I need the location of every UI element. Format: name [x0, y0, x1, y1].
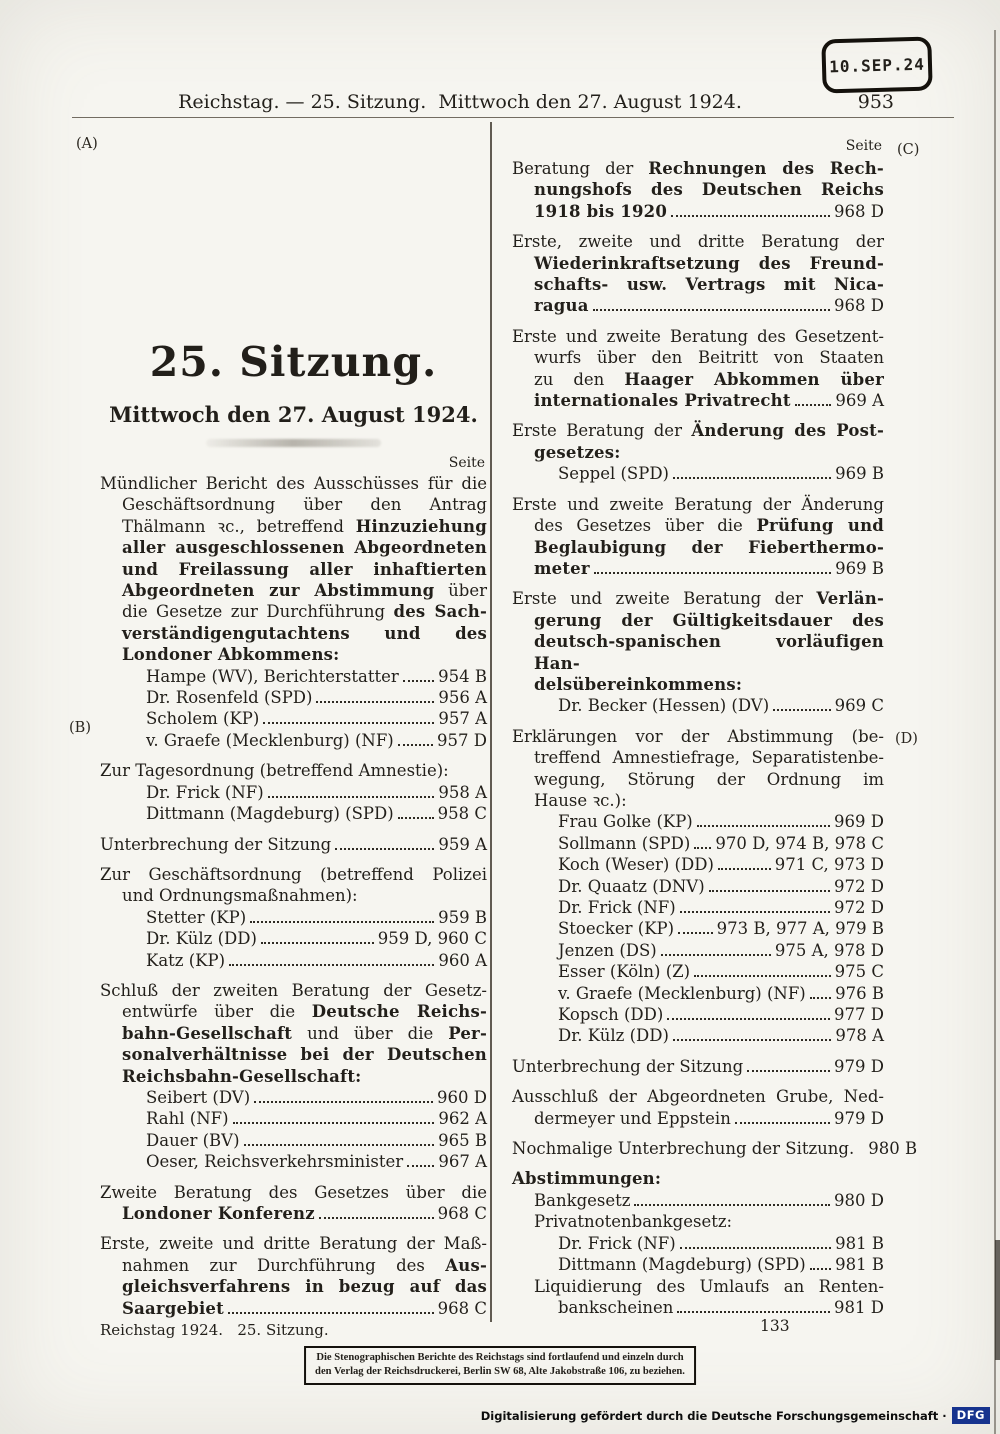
dot-leader — [673, 477, 831, 479]
toc-row — [512, 1138, 918, 1159]
toc-row — [100, 601, 487, 622]
toc-row-text: aller ausgeschlossenen Abgeordneten — [122, 538, 487, 558]
toc-row-text: Beglaubigung der Fieberthermo- — [534, 537, 884, 557]
dot-leader — [316, 701, 434, 703]
toc-row-text: Esser (Köln) (Z) — [558, 962, 691, 982]
toc-row — [100, 950, 487, 971]
page-ref: 957 A — [438, 709, 487, 729]
toc-row — [512, 1233, 884, 1254]
page-ref: 980 B — [868, 1139, 918, 1159]
page-ref: 979 D — [834, 1056, 884, 1076]
page-ref: 967 A — [438, 1152, 487, 1172]
page-ref: 969 B — [835, 558, 884, 578]
toc-row — [512, 1108, 884, 1129]
toc-row — [512, 726, 884, 747]
toc-row — [100, 687, 487, 708]
running-head: Reichstag. — 25. Sitzung. Mittwoch den 27. August 1924. — [178, 91, 742, 113]
dot-leader — [697, 825, 830, 827]
toc-row — [100, 1066, 487, 1087]
dot-leader — [263, 722, 434, 724]
toc-row-text: Dr. Frick (NF) — [146, 782, 264, 802]
margin-mark-a: (A) — [76, 136, 98, 152]
toc-row — [100, 834, 487, 855]
toc-row-text: delsübereinkommens: — [534, 674, 743, 694]
dot-leader — [229, 964, 434, 966]
page-ref: 959 A — [438, 834, 487, 854]
toc-row — [512, 347, 884, 368]
toc-row — [100, 1298, 487, 1319]
toc-row-text: Zur Tagesordnung (betreffend Amnestie): — [100, 761, 449, 781]
toc-row-text: Bankgesetz — [534, 1190, 631, 1210]
toc-row — [100, 1087, 487, 1108]
dot-leader — [671, 215, 830, 217]
toc-row — [512, 1168, 884, 1189]
toc-row — [512, 179, 884, 200]
toc-row-text: Katz (KP) — [146, 950, 226, 970]
dot-leader — [398, 744, 433, 746]
page-ref: 962 A — [438, 1109, 487, 1129]
toc-row-text: wurfs über den Beitritt von Staaten — [534, 348, 884, 368]
dot-leader — [735, 1122, 830, 1124]
page-ref: 968 D — [834, 296, 884, 316]
publisher-notice-line1: Die Stenographischen Berichte des Reichstags sind fortlaufend und einzeln durch — [316, 1352, 684, 1363]
toc-row-text: des Gesetzes über die Prüfung und — [534, 516, 885, 536]
page-ref: 972 D — [834, 898, 884, 917]
toc-row-text: Erklärungen vor der Abstimmung (be- — [512, 726, 884, 746]
toc-row — [100, 644, 487, 665]
toc-row — [100, 1001, 487, 1022]
toc-row — [512, 442, 884, 463]
toc-row — [100, 980, 487, 1001]
toc-row-text: Erste, zweite und dritte Beratung der — [512, 232, 884, 252]
toc-row-text: Dittmann (Magdeburg) (SPD) — [558, 1255, 806, 1275]
margin-mark-d: (D) — [895, 731, 918, 747]
toc-row-text: Dauer (BV) — [146, 1130, 240, 1150]
toc-row-text: treffend Amnestiefrage, Separatistenbe- — [534, 748, 884, 768]
toc-row-text: Seppel (SPD) — [558, 464, 669, 484]
page-ref: 969 D — [834, 812, 884, 832]
toc-row-text: nahmen zur Durchführung des Aus- — [122, 1255, 487, 1275]
toc-row — [100, 1023, 487, 1044]
toc-row — [512, 1056, 884, 1077]
toc-row-text: Hampe (WV), Berichterstatter — [146, 666, 399, 686]
toc-row-text: Stoecker (KP) — [558, 919, 675, 939]
toc-row-text: Abgeordneten zur Abstimmung über — [122, 581, 487, 601]
toc-row — [100, 1203, 487, 1224]
toc-row — [512, 1190, 884, 1211]
dot-leader — [250, 921, 434, 923]
toc-row-text: deutsch-spanischen vorläufigen Han- — [534, 632, 884, 673]
toc-row — [512, 253, 884, 274]
toc-row — [512, 201, 884, 222]
header-rule — [72, 117, 954, 118]
toc-row-text: Privatnotenbankgesetz: — [534, 1212, 733, 1232]
toc-row — [100, 782, 487, 803]
toc-row-text: Dr. Frick (NF) — [558, 1233, 676, 1253]
toc-row — [512, 897, 884, 918]
toc-row-text: Dr. Frick (NF) — [558, 898, 676, 917]
toc-row-text: Schluß der zweiten Beratung der Gesetz- — [100, 980, 487, 1000]
toc-row-text: v. Graefe (Mecklenburg) (NF) — [558, 983, 806, 1003]
toc-row-text: gesetzes: — [534, 442, 621, 462]
dot-leader — [593, 309, 830, 311]
toc-row — [512, 940, 884, 961]
digitization-credit — [481, 1407, 990, 1424]
dot-leader — [718, 868, 771, 870]
page-ref: 979 D — [834, 1108, 884, 1128]
dot-leader — [244, 1144, 435, 1146]
toc-row-text: Liquidierung des Umlaufs an Renten- — [534, 1276, 884, 1296]
toc-row — [100, 494, 487, 515]
toc-row — [512, 326, 884, 347]
dot-leader — [594, 572, 831, 574]
toc-row-text: Frau Golke (KP) — [558, 812, 693, 832]
toc-row-text: und Freilassung aller inhaftierten — [122, 559, 487, 579]
page-ref: 971 C, 973 D — [774, 855, 884, 875]
toc-row — [512, 918, 884, 939]
publisher-notice — [304, 1346, 696, 1385]
page-ref: 969 A — [835, 391, 884, 411]
toc-row — [100, 730, 487, 751]
seite-label-left: Seite — [448, 455, 485, 471]
dot-leader — [673, 1039, 831, 1041]
page-ref: 959 B — [438, 907, 487, 927]
dot-leader — [680, 1247, 831, 1249]
right-column — [512, 138, 918, 1318]
dot-leader — [228, 1312, 434, 1314]
toc-row — [100, 907, 487, 928]
page-ref: 973 B, 977 A, 979 B — [716, 919, 884, 939]
page-ref: 972 D — [834, 876, 884, 896]
toc-row — [512, 1254, 884, 1275]
dfg-logo: DFG — [952, 1407, 990, 1424]
toc-row — [512, 558, 884, 579]
page-ref: 981 D — [834, 1297, 884, 1317]
dot-leader — [407, 1165, 434, 1167]
toc-row — [512, 1276, 884, 1297]
toc-row — [512, 631, 884, 674]
toc-right — [512, 158, 918, 1318]
dot-leader — [661, 954, 771, 956]
toc-row-text: Dr. Külz (DD) — [146, 929, 257, 949]
toc-row — [512, 274, 884, 295]
toc-row-text: Mündlicher Bericht des Ausschüsses für die — [100, 474, 487, 493]
toc-row — [100, 885, 487, 906]
dot-leader — [335, 848, 434, 850]
toc-row-text: zu den Haager Abkommen über — [534, 369, 884, 389]
dot-leader — [709, 890, 830, 892]
sheet-number: 133 — [760, 1317, 790, 1335]
toc-row — [512, 463, 884, 484]
page-ref: 956 A — [438, 688, 487, 708]
page-ref: 954 B — [438, 666, 487, 686]
page-ref: 957 D — [437, 730, 487, 750]
page-ref: 981 B — [835, 1233, 884, 1253]
toc-row-text: Erste und zweite Beratung der Änderung — [512, 494, 884, 514]
toc-row-text: Thälmann ꝛc., betreffend Hinzuziehung — [122, 516, 487, 536]
page-ref: 958 A — [438, 782, 487, 802]
toc-row — [512, 610, 884, 631]
toc-row — [512, 790, 884, 811]
toc-row-text: entwürfe über die Deutsche Reichs- — [122, 1002, 487, 1022]
toc-row — [100, 666, 487, 687]
toc-row-text: Saargebiet — [122, 1298, 224, 1318]
toc-row — [512, 1086, 884, 1107]
column-divider — [490, 122, 492, 1322]
dot-leader — [810, 997, 831, 999]
toc-row-text: Scholem (KP) — [146, 709, 260, 729]
toc-row-text: ragua — [534, 296, 589, 316]
toc-row — [512, 390, 884, 411]
dot-leader — [795, 404, 832, 406]
toc-row-text: sonalverhältnisse bei der Deutschen — [122, 1045, 487, 1065]
toc-row — [512, 295, 884, 316]
page-ref: 981 B — [835, 1255, 884, 1275]
margin-mark-b: (B) — [69, 720, 91, 736]
toc-row-text: Zweite Beratung des Gesetzes über die — [100, 1182, 487, 1202]
toc-row — [512, 369, 884, 390]
page-ref: 978 A — [835, 1026, 884, 1046]
toc-row — [512, 747, 884, 768]
toc-row-text: Nochmalige Unterbrechung der Sitzung. — [512, 1139, 855, 1159]
toc-row — [100, 803, 487, 824]
page-ref: 980 D — [834, 1190, 884, 1210]
dot-leader — [773, 709, 830, 711]
toc-row-text: Dr. Quaatz (DNV) — [558, 876, 705, 896]
toc-row-text: 1918 bis 1920 — [534, 201, 668, 221]
toc-row — [512, 769, 884, 790]
dot-leader — [747, 1070, 830, 1072]
dot-leader — [319, 1217, 434, 1219]
toc-row-text: Stetter (KP) — [146, 907, 247, 927]
dot-leader — [694, 975, 831, 977]
date-stamp-text: 10.SEP.24 — [828, 54, 926, 76]
toc-row — [512, 876, 884, 897]
toc-row — [100, 1182, 487, 1203]
dot-leader — [398, 817, 434, 819]
dot-leader — [678, 932, 713, 934]
toc-row-text: Erste Beratung der Änderung des Post- — [512, 421, 884, 441]
toc-row — [512, 1211, 884, 1232]
seite-label-right: Seite — [845, 138, 882, 154]
page-ref: 958 C — [437, 804, 487, 824]
session-date: Mittwoch den 27. August 1924. — [109, 402, 478, 427]
toc-row-text: Dr. Rosenfeld (SPD) — [146, 688, 313, 708]
page-ref: 976 B — [835, 983, 884, 1003]
page-ref: 965 B — [438, 1130, 487, 1150]
toc-row — [100, 864, 487, 885]
toc-row-text: Wiederinkraftsetzung des Freund- — [534, 253, 884, 273]
toc-row-text: Rahl (NF) — [146, 1109, 229, 1129]
toc-row — [100, 1151, 487, 1172]
publisher-notice-line2: den Verlag der Reichsdruckerei, Berlin SW 68, Alte Jakobstraße 106, zu beziehen. — [315, 1366, 685, 1378]
toc-row — [100, 1255, 487, 1276]
toc-row-text: bahn-Gesellschaft und über die Per- — [122, 1023, 487, 1043]
session-title: 25. Sitzung. — [149, 338, 438, 386]
toc-row-text: Erste und zweite Beratung der Verlän- — [512, 589, 884, 609]
toc-row — [512, 588, 884, 609]
toc-row-text: Hause ꝛc.): — [534, 790, 627, 810]
toc-row — [100, 580, 487, 601]
toc-row-text: schafts- usw. Vertrags mit Nica- — [534, 275, 884, 295]
toc-row-text: Zur Geschäftsordnung (betreffend Polizei — [100, 864, 487, 884]
toc-row — [512, 1297, 884, 1318]
page-ref: 969 B — [835, 464, 884, 484]
toc-row-text: Unterbrechung der Sitzung — [512, 1056, 744, 1076]
page-ref: 977 D — [834, 1005, 884, 1025]
toc-row-text: verständigengutachtens und des — [122, 623, 487, 643]
dot-leader — [680, 911, 830, 913]
toc-row — [512, 515, 884, 536]
dot-leader — [254, 1101, 433, 1103]
toc-row-text: Sollmann (SPD) — [558, 833, 691, 853]
toc-row-text: Ausschluß der Abgeordneten Grube, Ned- — [512, 1087, 884, 1107]
toc-row-text: Geschäftsordnung über den Antrag — [122, 495, 487, 515]
toc-row — [512, 1025, 884, 1046]
toc-row — [512, 854, 884, 875]
toc-row — [100, 928, 487, 949]
date-stamp — [821, 36, 932, 93]
dot-leader — [403, 680, 434, 682]
toc-row — [100, 1276, 487, 1297]
page-ref: 975 A, 978 D — [774, 940, 884, 960]
toc-row — [100, 1108, 487, 1129]
toc-row-text: die Gesetze zur Durchführung des Sach- — [122, 602, 487, 622]
toc-row-text: Unterbrechung der Sitzung — [100, 834, 332, 854]
toc-row — [100, 537, 487, 558]
dot-leader — [667, 1018, 830, 1020]
page-ref: 968 C — [437, 1204, 487, 1223]
left-column — [100, 130, 487, 1319]
toc-row-text: wegung, Störung der Ordnung im — [534, 769, 884, 789]
toc-left — [100, 473, 487, 1319]
toc-row-text: Oeser, Reichsverkehrsminister — [146, 1152, 404, 1172]
toc-row-text: v. Graefe (Mecklenburg) (NF) — [146, 730, 394, 750]
page-ref: 970 D, 974 B, 978 C — [715, 833, 884, 853]
toc-row-text: und Ordnungsmaßnahmen): — [122, 886, 358, 906]
toc-row — [512, 158, 884, 179]
dot-leader — [233, 1122, 435, 1124]
dot-leader — [268, 796, 435, 798]
margin-mark-c: (C) — [897, 142, 920, 158]
page-ref: 960 D — [437, 1087, 487, 1107]
toc-row — [512, 961, 884, 982]
toc-row-text: Erste, zweite und dritte Beratung der Maß- — [100, 1234, 487, 1254]
toc-row — [512, 833, 884, 854]
dot-leader — [261, 942, 374, 944]
toc-row — [100, 1233, 487, 1254]
toc-row-text: Abstimmungen: — [512, 1169, 662, 1189]
toc-row — [512, 537, 884, 558]
page-ref: 975 C — [834, 962, 884, 982]
scan-edge-mark — [995, 1240, 1000, 1360]
dot-leader — [810, 1268, 831, 1270]
toc-row-text: Seibert (DV) — [146, 1087, 251, 1107]
toc-row — [512, 811, 884, 832]
dot-leader — [634, 1204, 830, 1206]
toc-row-text: Jenzen (DS) — [558, 940, 657, 960]
toc-row — [100, 760, 487, 781]
toc-row — [512, 695, 884, 716]
page-ref: 969 C — [834, 696, 884, 716]
footer-signature: Reichstag 1924. 25. Sitzung. — [100, 1321, 329, 1339]
dot-leader — [677, 1311, 830, 1313]
toc-row — [512, 420, 884, 441]
toc-row-text: meter — [534, 558, 590, 578]
toc-row-text: Kopsch (DD) — [558, 1005, 664, 1025]
page-ref: 968 C — [437, 1298, 487, 1318]
toc-row — [100, 473, 487, 494]
scan-smudge — [206, 439, 381, 447]
toc-row-text: Koch (Weser) (DD) — [558, 855, 714, 875]
toc-row — [512, 983, 884, 1004]
scan-edge-line — [994, 30, 996, 1434]
toc-row-text: Reichsbahn-Gesellschaft: — [122, 1066, 362, 1086]
dot-leader — [694, 847, 711, 849]
toc-row — [512, 494, 884, 515]
toc-row — [100, 708, 487, 729]
page-number: 953 — [857, 91, 894, 113]
digitization-credit-text: Digitalisierung gefördert durch die Deutsche Forschungsgemeinschaft · — [480, 1408, 947, 1423]
toc-row — [512, 1004, 884, 1025]
page-ref: 959 D, 960 C — [377, 929, 487, 949]
toc-row-text: Londoner Abkommens: — [122, 645, 340, 665]
toc-row-text: Beratung der Rechnungen des Rech- — [512, 159, 884, 178]
toc-row-text: Dr. Becker (Hessen) (DV) — [558, 696, 770, 716]
toc-row-text: nungshofs des Deutschen Reichs — [534, 180, 884, 200]
toc-row-text: Erste und zweite Beratung des Gesetzent- — [512, 326, 884, 346]
toc-row-text: dermeyer und Eppstein — [534, 1108, 731, 1128]
toc-row-text: internationales Privatrecht — [534, 391, 791, 411]
toc-row — [100, 623, 487, 644]
toc-row — [100, 559, 487, 580]
toc-row-text: gleichsverfahrens in bezug auf das — [122, 1277, 487, 1297]
page-ref: 968 D — [834, 201, 884, 221]
page-ref: 960 A — [438, 950, 487, 970]
toc-row — [512, 231, 884, 252]
toc-row-text: bankscheinen — [558, 1297, 674, 1317]
toc-row-text: Dr. Külz (DD) — [558, 1026, 669, 1046]
toc-row — [100, 516, 487, 537]
toc-row — [100, 1130, 487, 1151]
toc-row-text: gerung der Gültigkeitsdauer des — [534, 610, 884, 630]
toc-row-text: Dittmann (Magdeburg) (SPD) — [146, 804, 394, 824]
toc-row — [100, 1044, 487, 1065]
toc-row — [512, 674, 884, 695]
toc-row-text: Londoner Konferenz — [122, 1204, 315, 1223]
